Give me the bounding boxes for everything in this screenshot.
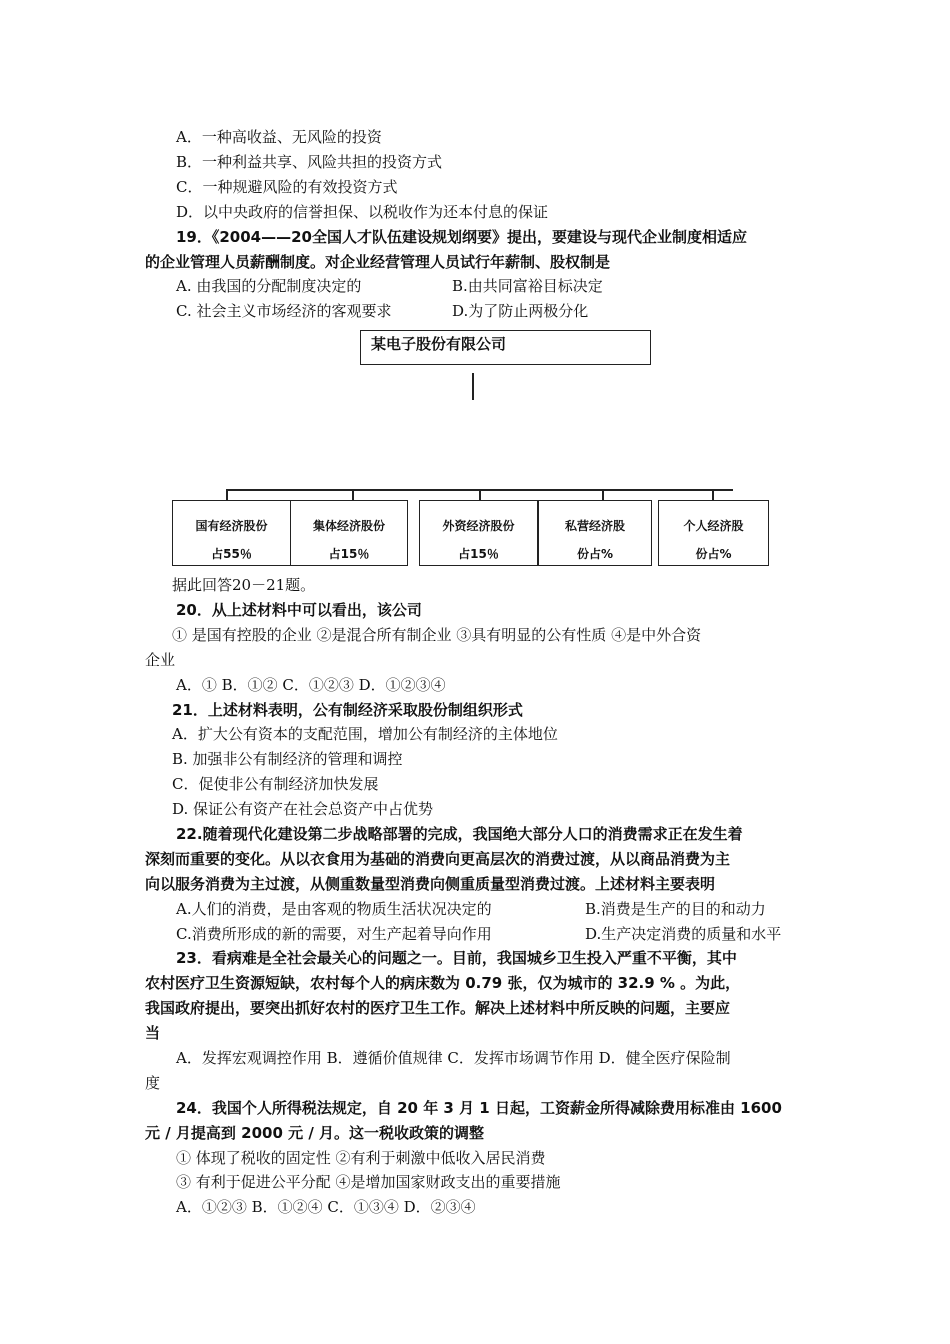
q22-option-b: B.消费是生产的目的和动力	[585, 900, 766, 918]
q18-option-d: D．以中央政府的信誉担保、以税收作为还本付息的保证	[176, 203, 549, 221]
connector-drop-2	[352, 489, 354, 500]
q20-options: A．① B．①② C．①②③ D．①②③④	[176, 676, 446, 694]
share-name: 个人经济股	[683, 519, 744, 533]
q22-option-c: C.消费所形成的新的需要，对生产起着导向作用	[176, 925, 492, 943]
q19-option-c: C. 社会主义市场经济的客观要求	[176, 302, 392, 320]
q24-items-line2: ③ 有利于促进公平分配 ④是增加国家财政支出的重要措施	[176, 1173, 561, 1191]
instruction: 据此回答20－21题。	[172, 576, 316, 594]
share-box-collective	[290, 500, 408, 566]
share-percent: 份占%	[576, 547, 614, 561]
q23-options-line2: 度	[145, 1074, 161, 1092]
q24-stem-line2: 元 / 月提高到 2000 元 / 月。这一税收政策的调整	[145, 1124, 485, 1142]
share-box-private	[538, 500, 652, 566]
q23-stem-line2: 农村医疗卫生资源短缺，农村每个人的病床数为 0.79 张，仅为城市的 32.9 % 。为此，	[145, 974, 741, 992]
connector-drop-3	[479, 489, 481, 500]
share-box-state	[172, 500, 291, 566]
q20-items-line2: 企业	[145, 651, 176, 669]
q19-stem-line2: 的企业管理人员薪酬制度。对企业经营管理人员试行年薪制、股权制是	[145, 253, 611, 271]
connector-vertical	[472, 373, 474, 400]
share-percent: 占15％	[328, 547, 370, 561]
share-name: 集体经济股份	[312, 519, 385, 533]
company-box: 某电子股份有限公司	[360, 330, 651, 365]
q18-option-b: B．一种利益共享、风险共担的投资方式	[176, 153, 443, 171]
share-name: 私营经济股	[564, 519, 625, 533]
q21-option-c: C．促使非公有制经济加快发展	[172, 775, 379, 793]
q23-stem-line4: 当	[145, 1024, 161, 1042]
q23-stem-line3: 我国政府提出，要突出抓好农村的医疗卫生工作。解决上述材料中所反映的问题，主要应	[145, 999, 731, 1017]
q21-option-d: D. 保证公有资产在社会总资产中占优势	[172, 800, 434, 818]
q22-stem-line2: 深刻而重要的变化。从以衣食用为基础的消费向更高层次的消费过渡，从以商品消费为主	[145, 850, 731, 868]
q22-option-d: D.生产决定消费的质量和水平	[585, 925, 782, 943]
q20-items-line1: ① 是国有控股的企业 ②是混合所有制企业 ③具有明显的公有性质 ④是中外合资	[172, 626, 702, 644]
q18-option-c: C．一种规避风险的有效投资方式	[176, 178, 398, 196]
q19-option-d: D.为了防止两极分化	[452, 302, 589, 320]
share-name: 外资经济股份	[442, 519, 515, 533]
q21-stem: 21．上述材料表明，公有制经济采取股份制组织形式	[172, 701, 523, 719]
q22-stem-line1: 22.随着现代化建设第二步战略部署的完成，我国绝大部分人口的消费需求正在发生着	[176, 825, 743, 843]
q19-option-b: B.由共同富裕目标决定	[452, 277, 603, 295]
q24-stem-line1: 24．我国个人所得税法规定，自 20 年 3 月 1 日起，工资薪金所得减除费用标准由 1600	[176, 1099, 782, 1117]
q22-stem-line3: 向以服务消费为主过渡，从侧重数量型消费向侧重质量型消费过渡。上述材料主要表明	[145, 875, 716, 893]
q20-stem: 20．从上述材料中可以看出，该公司	[176, 601, 422, 619]
q23-options: A．发挥宏观调控作用 B．遵循价值规律 C．发挥市场调节作用 D．健全医疗保险制	[176, 1049, 731, 1067]
share-name: 国有经济股份	[195, 519, 268, 533]
share-percent: 占55％	[211, 547, 252, 561]
connector-drop-1	[226, 489, 228, 500]
share-box-individual	[658, 500, 769, 566]
q24-items-line1: ① 体现了税收的固定性 ②有利于刺激中低收入居民消费	[176, 1149, 546, 1167]
q18-option-a: A．一种高收益、无风险的投资	[176, 128, 382, 146]
q24-options: A．①②③ B．①②④ C．①③④ D．②③④	[176, 1198, 476, 1216]
q21-option-b: B. 加强非公有制经济的管理和调控	[172, 750, 403, 768]
q21-option-a: A．扩大公有资本的支配范围，增加公有制经济的主体地位	[172, 725, 558, 743]
q19-option-a: A. 由我国的分配制度决定的	[176, 277, 362, 295]
connector-drop-5	[712, 489, 714, 500]
q19-stem-line1: 19．《2004——20全国人才队伍建设规划纲要》提出，要建设与现代企业制度相适应	[176, 228, 747, 246]
connector-drop-4	[602, 489, 604, 500]
q23-stem-line1: 23．看病难是全社会最关心的问题之一。目前，我国城乡卫生投入严重不平衡，其中	[176, 949, 737, 967]
share-box-foreign	[419, 500, 538, 566]
q22-option-a: A.人们的消费，是由客观的物质生活状况决定的	[176, 900, 492, 918]
share-percent: 占15％	[458, 547, 499, 561]
share-percent: 份占%	[695, 547, 732, 561]
